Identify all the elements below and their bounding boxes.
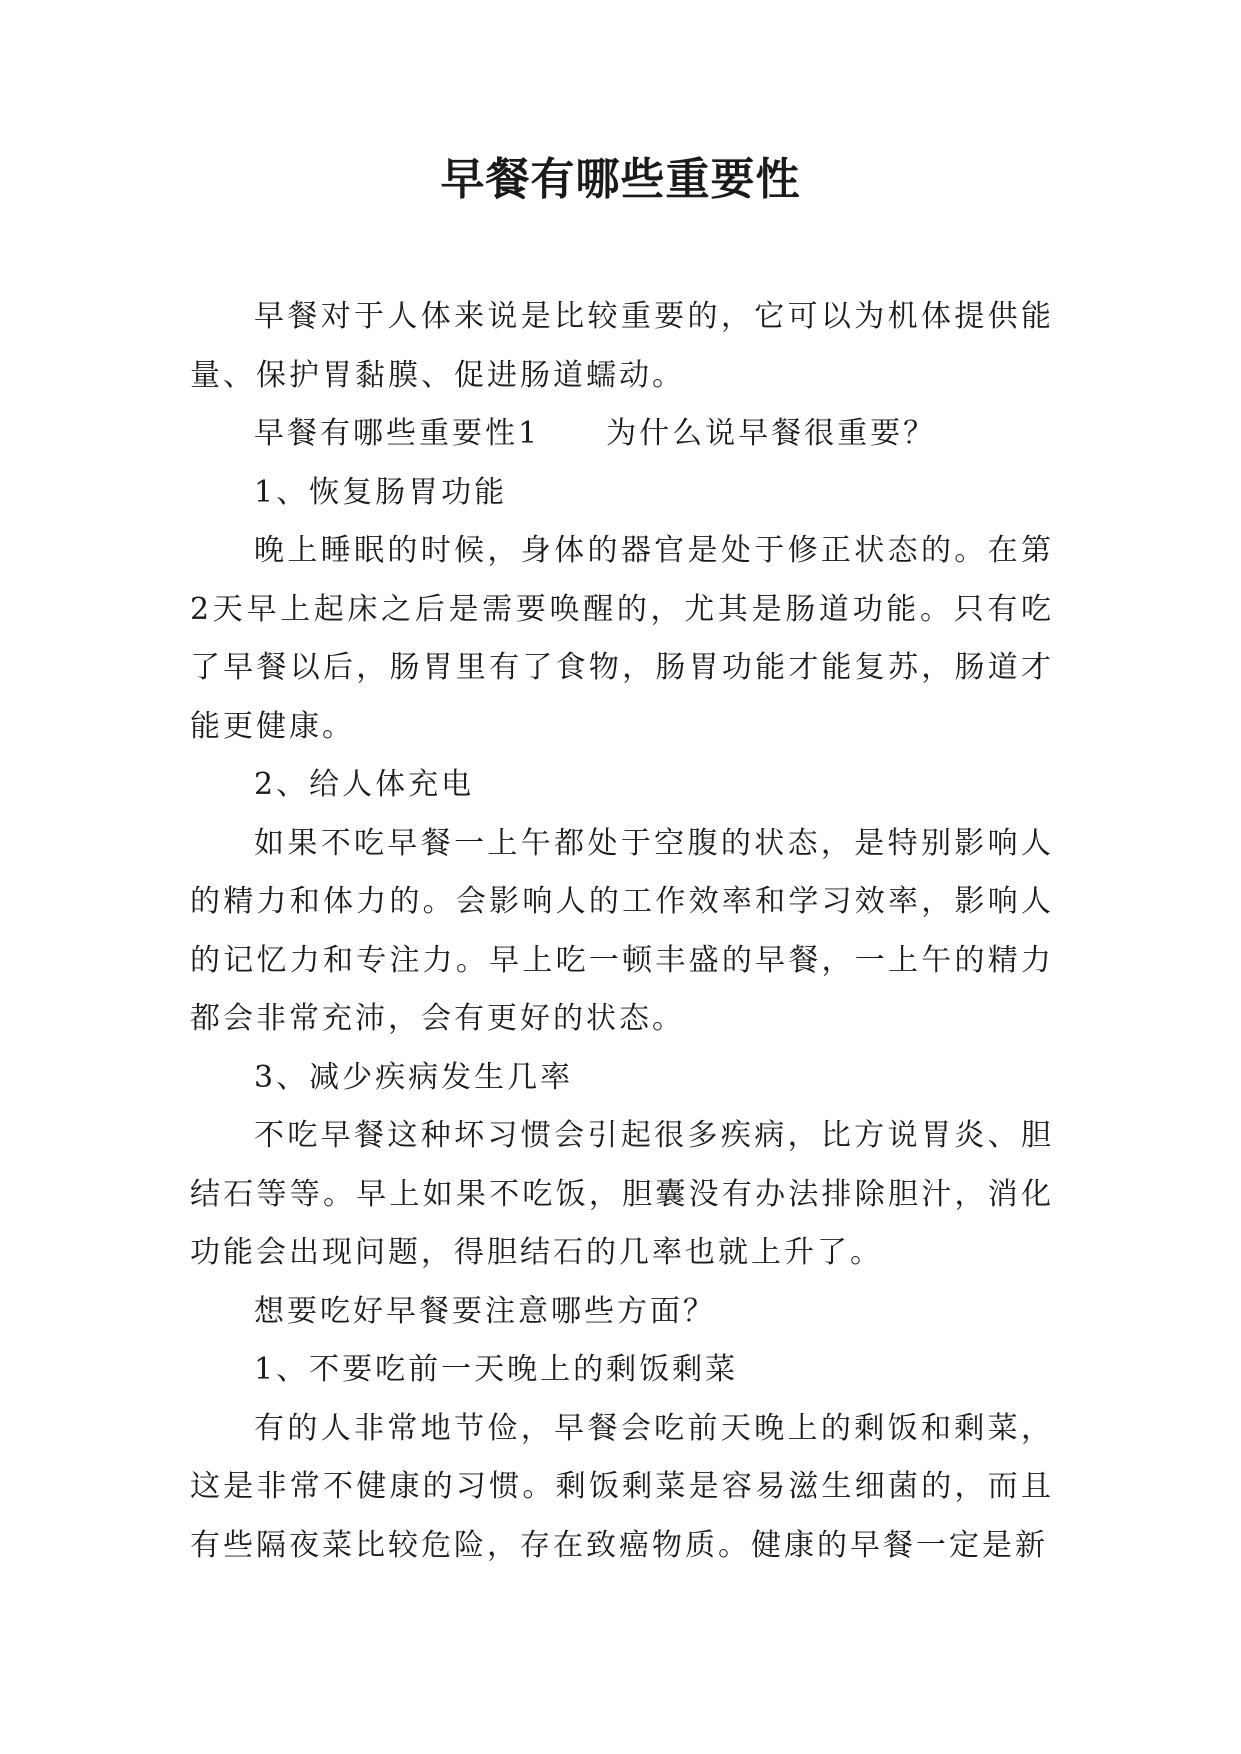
paragraph-subheading-recharge: 2、给人体充电 (254, 767, 475, 802)
document-title: 早餐有哪些重要性 (440, 154, 801, 205)
paragraph-subheading-no-leftovers: 1、不要吃前一天晚上的剩饭剩菜 (254, 1352, 739, 1387)
paragraph-subheading-restore-stomach: 1、恢复肠胃功能 (254, 474, 508, 510)
document-body (190, 288, 1054, 1575)
paragraph-section-heading-why: 早餐有哪些重要性1 为什么说早餐很重要？ (254, 416, 937, 451)
paragraph-recharge: 如果不吃早餐一上午都处于空腹的状态，是特别影响人的精力和体力的。会影响人的工作效率和学习效率，影响人的记忆力和专注力。早上吃一顿丰盛的早餐，一上午的精力都会非常充沛，会有更好的状态。 (190, 825, 1054, 1036)
paragraph-no-leftovers: 有的人非常地节俭，早餐会吃前天晚上的剩饭和剩菜，这是非常不健康的习惯。剩饭剩菜是容易滋生细菌的，而且有些隔夜菜比较危险，存在致癌物质。健康的早餐一定是新 (190, 1410, 1054, 1563)
paragraph-subheading-reduce-disease: 3、减少疾病发生几率 (254, 1059, 574, 1095)
paragraph-reduce-disease: 不吃早餐这种坏习惯会引起很多疾病，比方说胃炎、胆结石等等。早上如果不吃饭，胆囊没有办法排除胆汁，消化功能会出现问题，得胆结石的几率也就上升了。 (190, 1118, 1054, 1270)
paragraph-section-heading-tips: 想要吃好早餐要注意哪些方面？ (254, 1293, 716, 1329)
paragraph-restore-stomach: 晚上睡眠的时候，身体的器官是处于修正状态的。在第2天早上起床之后是需要唤醒的，尤其是肠道功能。只有吃了早餐以后，肠胃里有了食物，肠胃功能才能复苏，肠道才能更健康。 (190, 533, 1054, 744)
paragraph-intro: 早餐对于人体来说是比较重要的，它可以为机体提供能量、保护胃黏膜、促进肠道蠕动。 (190, 299, 1054, 393)
